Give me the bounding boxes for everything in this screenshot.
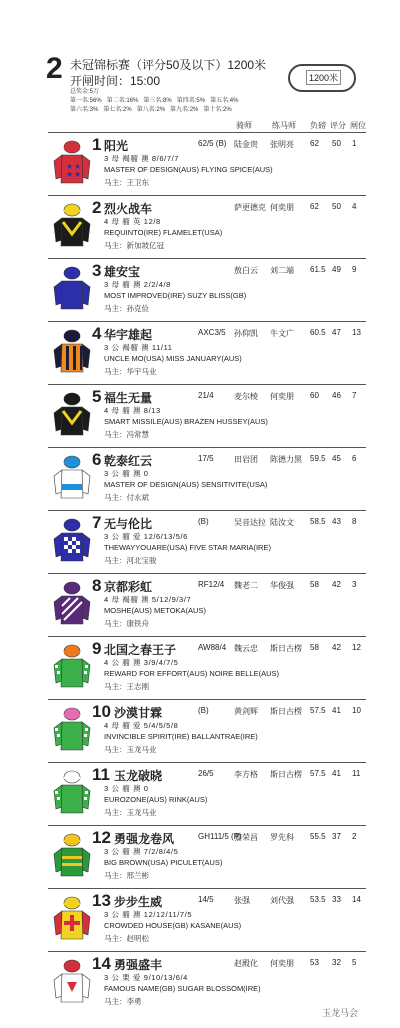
jockey-name: 陆金贵 [234,140,258,149]
runner-number: 7 [92,513,102,532]
horse-details: 3 公 骝 澳 0 [104,469,149,478]
race-number: 2 [46,52,63,85]
runner-number: 4 [92,324,102,343]
horse-details: 4 母 褐骝 澳 5/12/9/3/7 [104,595,192,604]
horse-name: 步步生威 [114,895,163,909]
trainer-name: 斯日古楞 [270,644,302,653]
jockey-name: 魏云忠 [234,644,258,653]
jockey-silk-icon [52,832,92,880]
owner-name: 马主：玉龙马业 [104,745,157,754]
prize-share: 第五名:4% [210,98,239,104]
horse-pedigree: UNCLE MO(USA) MISS JANUARY(AUS) [104,354,242,363]
gate-value: 1 [352,139,357,148]
gate-value: 4 [352,202,357,211]
owner-name: 马主：付永斌 [104,493,149,502]
prize-breakdown [70,88,243,115]
jockey-silk-icon [52,517,92,565]
horse-details: 3 母 褐骝 澳 8/6/7/7 [104,154,180,163]
owner-name: 马主：李勇 [104,997,142,1006]
weight-value: 58 [310,643,319,652]
owner-name: 马主：王志刚 [104,682,149,691]
runner-row [48,321,366,382]
horse-name: 烈火战车 [104,202,153,216]
horse-pedigree: CROWDED HOUSE(GB) KASANE(AUS) [104,921,242,930]
prize-share: 第十名:2% [203,107,232,113]
svg-text:★: ★ [74,170,82,179]
runner-row [48,510,366,571]
jockey-name: 李方格 [234,770,258,779]
gate-value: 14 [352,895,361,904]
trainer-name: 华俊强 [270,581,294,590]
trainer-name: 陆汝文 [270,518,294,527]
race-start-time: 开闸时间：15:00 [70,74,161,88]
jockey-silk-icon [52,580,92,628]
horse-pedigree: BIG BROWN(USA) PICULET(AUS) [104,858,223,867]
prize-share: 第六名:3% [70,107,99,113]
jockey-silk-icon [52,391,92,439]
horse-name: 北国之春王子 [104,643,177,657]
weight-value: 59.5 [310,454,326,463]
col-trainer: 练马师 [272,121,296,130]
horse-name: 无与伦比 [104,517,153,531]
runner-number: 1 [92,135,102,154]
trainer-name: 张明亮 [270,140,294,149]
svg-text:★: ★ [74,162,82,171]
horse-pedigree: REQUINTO(IRE) FLAMELET(USA) [104,228,223,237]
race-header [0,0,400,130]
col-jockey: 骑师 [236,121,252,130]
horse-name: 乾泰红云 [104,454,153,468]
gate-value: 9 [352,265,357,274]
runner-number: 5 [92,387,102,406]
rating-value: 43 [332,517,341,526]
trainer-name: 陈德力黑 [270,455,302,464]
runner-number: 9 [92,639,102,658]
weight-value: 60.5 [310,328,326,337]
horse-pedigree: MASTER OF DESIGN(AUS) FLYING SPICE(AUS) [104,165,273,174]
jockey-name: 张强 [234,896,250,905]
odds-code: (B) [198,706,209,715]
runner-row [48,447,366,508]
trainer-name: 刘二端 [270,266,294,275]
rating-value: 50 [332,139,341,148]
jockey-silk-icon [52,643,92,691]
horse-details: 3 公 褐骝 澳 11/11 [104,343,173,352]
rating-value: 47 [332,328,341,337]
horse-pedigree: MOSHE(AUS) METOKA(AUS) [104,606,206,615]
track-distance-label: 1200米 [306,70,341,85]
rating-value: 41 [332,769,341,778]
rating-value: 49 [332,265,341,274]
jockey-silk-icon [52,958,92,1006]
odds-code: AW88/4 [198,643,227,652]
odds-code: RF12/4 [198,580,225,589]
gate-value: 11 [352,769,361,778]
owner-name: 马主：河北宝骏 [104,556,157,565]
horse-details: 4 母 骝 爱 5/4/5/5/8 [104,721,179,730]
jockey-name: 麦尔棱 [234,392,258,401]
race-title: 未冠锦标赛（评分50及以下）1200米 [70,58,267,72]
trainer-name: 何奕朋 [270,392,294,401]
gate-value: 3 [352,580,357,589]
jockey-name: 黄剑辉 [234,707,258,716]
gate-value: 5 [352,958,357,967]
runner-row [48,258,366,319]
track-diagram [288,60,360,98]
jockey-name: 萨更德克 [234,203,266,212]
weight-value: 62 [310,139,319,148]
prize-row-1 [70,97,243,106]
prize-share: 第八名:2% [136,107,166,113]
col-weight: 负磅 [310,121,326,130]
prize-share: 第九名:2% [170,107,199,113]
runner-number: 8 [92,576,102,595]
jockey-name: 魏老二 [234,581,258,590]
rating-value: 42 [332,643,341,652]
runner-number: 6 [92,450,102,469]
jockey-name: 黎荣昌 [234,833,258,842]
prize-total: 总奖金:5万 [70,89,100,95]
runner-row [48,762,366,823]
jockey-name: 吴音达拉 [234,518,266,527]
horse-details: 3 公 栗 爱 9/10/13/6/4 [104,973,188,982]
gate-value: 13 [352,328,361,337]
runner-row [48,636,366,697]
jockey-silk-icon [52,706,92,754]
horse-details: 3 公 骝 澳 12/12/11/7/5 [104,910,193,919]
gate-value: 7 [352,391,357,400]
rating-value: 41 [332,706,341,715]
horse-name: 沙漠甘霖 [114,706,163,720]
horse-name: 勇强龙卷风 [114,832,175,846]
horse-name: 玉龙破晓 [114,769,163,783]
weight-value: 61.5 [310,265,326,274]
owner-name: 马主：邢兰彬 [104,871,149,880]
gate-value: 12 [352,643,361,652]
gate-value: 2 [352,832,357,841]
col-gate: 闸位 [350,121,366,130]
jockey-silk-icon [52,895,92,943]
owner-name: 马主：王卫东 [104,178,149,187]
odds-code: 62/5 (B) [198,139,227,148]
rating-value: 33 [332,895,341,904]
owner-name: 马主：赵明松 [104,934,149,943]
gate-value: 10 [352,706,361,715]
odds-code: 17/5 [198,454,214,463]
runner-number: 14 [92,954,111,973]
horse-name: 华宇雄起 [104,328,153,342]
odds-code: GH111/5 (P) [198,832,242,841]
horse-details: 3 公 骝 爱 12/6/13/5/6 [104,532,188,541]
runner-number: 2 [92,198,102,217]
gate-value: 8 [352,517,357,526]
jockey-silk-icon [52,454,92,502]
odds-code: AXC3/5 [198,328,226,337]
runner-row [48,825,366,886]
weight-value: 58.5 [310,517,326,526]
prize-row-2 [70,106,243,115]
odds-code: 14/5 [198,895,214,904]
horse-pedigree: REWARD FOR EFFORT(AUS) NOIRE BELLE(AUS) [104,669,280,678]
horse-details: 4 母 骝 澳 8/13 [104,406,161,415]
weight-value: 60 [310,391,319,400]
horse-name: 阳光 [104,139,129,153]
prize-share: 第四名:5% [176,98,206,104]
runner-row [48,195,366,256]
watermark: 玉龙马会 [322,1008,359,1018]
owner-name: 马主：新加坡亿冠 [104,241,164,250]
prize-share: 第一名:56% [70,98,102,104]
rating-value: 45 [332,454,341,463]
odds-code: (B) [198,517,209,526]
runner-number: 12 [92,828,111,847]
svg-text:★: ★ [66,170,74,179]
horse-details: 3 公 骝 澳 7/2/8/4/5 [104,847,179,856]
weight-value: 53.5 [310,895,326,904]
horse-details: 3 母 骝 澳 2/2/4/8 [104,280,171,289]
horse-name: 勇强盛丰 [114,958,163,972]
trainer-name: 刘代强 [270,896,294,905]
horse-pedigree: FAMOUS NAME(GB) SUGAR BLOSSOM(IRE) [104,984,261,993]
weight-value: 57.5 [310,706,326,715]
trainer-name: 何奕朋 [270,959,294,968]
horse-pedigree: THEWAYYOUARE(USA) FIVE STAR MARIA(IRE) [104,543,271,552]
horse-details: 4 公 骝 澳 3/9/4/7/5 [104,658,179,667]
trainer-name: 斯日古楞 [270,707,302,716]
weight-value: 57.5 [310,769,326,778]
horse-name: 福生无量 [104,391,153,405]
trainer-name: 罗先科 [270,833,294,842]
owner-name: 马主：冯常慧 [104,430,149,439]
svg-text:★: ★ [66,162,74,171]
trainer-name: 何奕朋 [270,203,294,212]
weight-value: 62 [310,202,319,211]
rating-value: 50 [332,202,341,211]
horse-pedigree: EUROZONE(AUS) RINK(AUS) [104,795,208,804]
jockey-silk-icon [52,202,92,250]
rating-value: 32 [332,958,341,967]
horse-details: 4 母 骝 英 12/8 [104,217,161,226]
horse-pedigree: SMART MISSILE(AUS) BRAZEN HUSSEY(AUS) [104,417,268,426]
prize-share: 第七名:2% [103,107,132,113]
trainer-name: 牛文广 [270,329,294,338]
jockey-silk-icon [52,328,92,376]
jockey-silk-icon [52,769,92,817]
odds-code: 21/4 [198,391,214,400]
runner-row [48,951,366,1012]
runner-row [48,384,366,445]
owner-name: 马主：孙克俭 [104,304,149,313]
prize-share: 第三名:8% [143,98,172,104]
prize-share: 第二名:16% [106,98,139,104]
jockey-silk-icon [52,139,92,187]
weight-value: 58 [310,580,319,589]
runner-row [48,132,366,193]
runner-row [48,699,366,760]
runner-row [48,888,366,949]
horse-pedigree: MOST IMPROVED(IRE) SUZY BLISS(GB) [104,291,247,300]
gate-value: 6 [352,454,357,463]
weight-value: 55.5 [310,832,326,841]
jockey-name: 赵殿化 [234,959,258,968]
horse-pedigree: MASTER OF DESIGN(AUS) SENSITIVITE(USA) [104,480,268,489]
jockey-name: 敖白云 [234,266,258,275]
runner-number: 13 [92,891,111,910]
horse-name: 京都彩虹 [104,580,153,594]
rating-value: 37 [332,832,341,841]
rating-value: 42 [332,580,341,589]
jockey-name: 田岩团 [234,455,258,464]
horse-pedigree: INVINCIBLE SPIRIT(IRE) BALLANTRAE(IRE) [104,732,258,741]
jockey-silk-icon [52,265,92,313]
horse-details: 3 公 骝 澳 0 [104,784,149,793]
runner-number: 3 [92,261,102,280]
owner-name: 马主：玉龙马业 [104,808,157,817]
runner-number: 10 [92,702,111,721]
col-rating: 评分 [330,121,346,130]
trainer-name: 斯日古楞 [270,770,302,779]
runner-row [48,573,366,634]
horse-name: 雄安宝 [104,265,141,279]
weight-value: 53 [310,958,319,967]
owner-name: 马主：华宇马业 [104,367,157,376]
jockey-name: 孙仰凯 [234,329,258,338]
rating-value: 46 [332,391,341,400]
owner-name: 马主：康铁舟 [104,619,149,628]
runner-number: 11 [92,765,110,784]
odds-code: 26/5 [198,769,214,778]
